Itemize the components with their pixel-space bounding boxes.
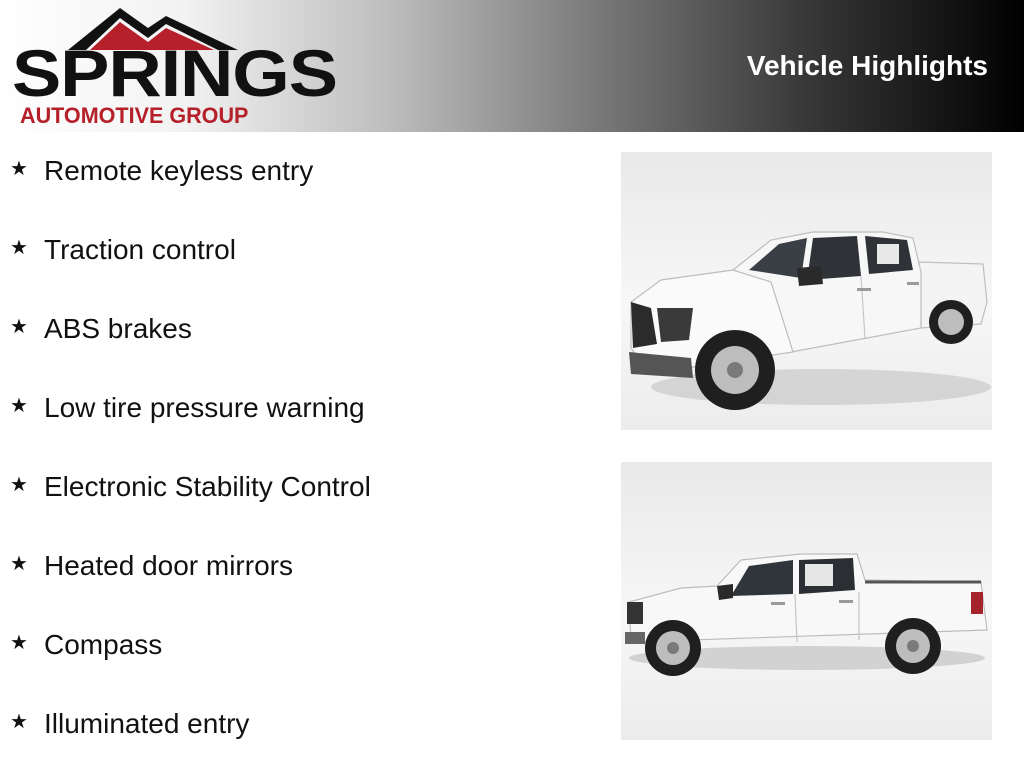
truck-side-profile-image: [621, 462, 992, 740]
feature-label: Electronic Stability Control: [44, 471, 371, 502]
brand-subtitle: AUTOMOTIVE GROUP: [20, 103, 249, 128]
header-banner: [0, 0, 1024, 132]
feature-item: [10, 389, 590, 468]
feature-item: [10, 152, 590, 231]
feature-label: ABS brakes: [44, 313, 192, 344]
truck-front-angle-image: [621, 152, 992, 430]
star-icon: ★: [10, 711, 28, 733]
star-icon: ★: [10, 553, 28, 575]
star-icon: ★: [10, 158, 28, 180]
feature-item: [10, 231, 590, 310]
star-icon: ★: [10, 237, 28, 259]
feature-label: Traction control: [44, 234, 236, 265]
star-icon: ★: [10, 316, 28, 338]
brand-name: SPRINGS: [12, 36, 337, 110]
feature-label: Illuminated entry: [44, 708, 250, 739]
star-icon: ★: [10, 632, 28, 654]
springs-logo[interactable]: [10, 6, 337, 130]
feature-item: [10, 468, 590, 547]
vehicle-photo-side-profile[interactable]: [621, 462, 992, 740]
page-title: Vehicle Highlights: [746, 50, 988, 81]
feature-label: Low tire pressure warning: [44, 392, 365, 423]
feature-item: [10, 705, 590, 784]
star-icon: ★: [10, 474, 28, 496]
feature-item: [10, 310, 590, 389]
feature-label: Remote keyless entry: [44, 155, 314, 186]
feature-item: [10, 547, 590, 626]
feature-label: Heated door mirrors: [44, 550, 293, 581]
star-icon: ★: [10, 395, 28, 417]
feature-item: [10, 626, 590, 705]
feature-list: [10, 152, 590, 784]
feature-label: Compass: [44, 629, 163, 660]
vehicle-photo-front-angle[interactable]: [621, 152, 992, 430]
